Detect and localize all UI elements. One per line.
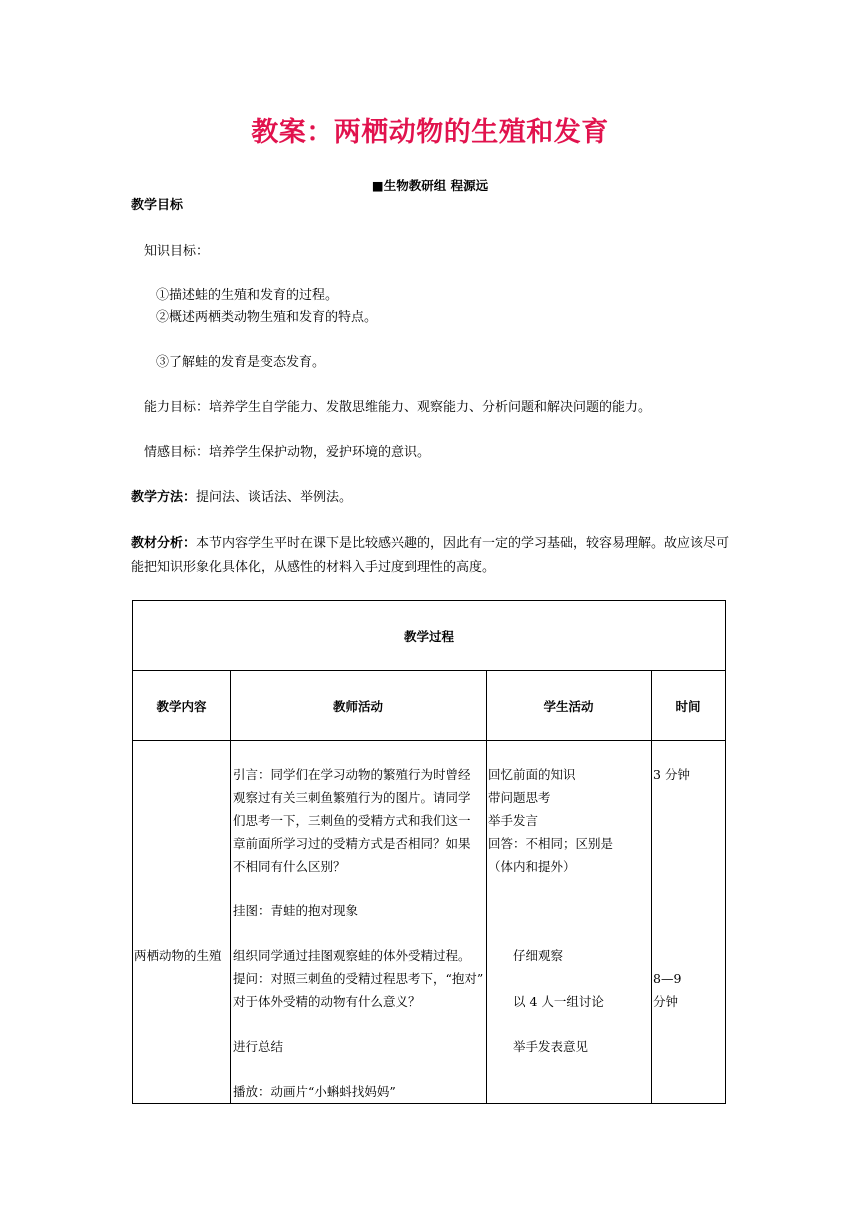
material-analysis-label: 教材分析：	[131, 536, 197, 551]
student-line: 举手发言	[488, 813, 539, 828]
student-line: 仔细观察	[513, 948, 564, 963]
student-line: 以 4 人一组讨论	[513, 994, 604, 1009]
teacher-line: 播放：动画片“小蝌蚪找妈妈”	[233, 1084, 396, 1099]
header-time: 时间	[675, 699, 701, 714]
emotion-objective: 情感目标：培养学生保护动物，爱护环境的意识。	[144, 445, 431, 460]
knowledge-item-1: ①描述蛙的生殖和发育的过程。	[156, 288, 339, 303]
student-line: 回忆前面的知识	[488, 767, 576, 782]
student-line: 举手发表意见	[513, 1039, 589, 1054]
teacher-line: 进行总结	[233, 1039, 284, 1054]
teaching-methods-text: 提问法、谈话法、举例法。	[196, 490, 353, 505]
table-rule	[133, 740, 725, 741]
header-student-activity: 学生活动	[543, 699, 594, 714]
teacher-line: 组织同学通过挂图观察蛙的体外受精过程。	[233, 948, 471, 963]
teaching-methods	[131, 488, 352, 508]
knowledge-item-3: ③了解蛙的发育是变态发育。	[156, 355, 326, 370]
material-analysis-text: 本节内容学生平时在课下是比较感兴趣的，因此有一定的学习基础，较容易理解。故应该尽可能把知识形象化具体化，从感性的材料入手过度到理性的高度。	[131, 536, 730, 575]
material-analysis	[131, 532, 735, 580]
header-teacher-activity: 教师活动	[332, 699, 383, 714]
author-byline: ■生物教研组 程源远	[371, 178, 489, 193]
header-content: 教学内容	[156, 699, 207, 714]
knowledge-objective-label: 知识目标：	[144, 244, 210, 259]
page-title: 教案：两栖动物的生殖和发育	[251, 117, 609, 148]
table-title: 教学过程	[403, 629, 454, 644]
teacher-line: 观察过有关三刺鱼繁殖行为的图片。请同学	[233, 790, 471, 805]
knowledge-item-2: ②概述两栖类动物生殖和发育的特点。	[156, 310, 378, 325]
ability-objective: 能力目标：培养学生自学能力、发散思维能力、观察能力、分析问题和解决问题的能力。	[144, 400, 652, 415]
teacher-line: 提问：对照三刺鱼的受精过程思考下，“抱对”	[233, 971, 484, 986]
content-cell: 两栖动物的生殖	[134, 948, 222, 963]
teacher-line: 挂图：青蛙的抱对现象	[233, 903, 359, 918]
teacher-line: 们思考一下，三刺鱼的受精方式和我们这一	[233, 813, 471, 828]
teaching-process-table	[132, 600, 726, 1104]
teacher-line: 引言：同学们在学习动物的繁殖行为时曾经	[233, 767, 471, 782]
teaching-methods-label: 教学方法：	[131, 490, 197, 505]
student-line: 回答：不相同；区别是	[488, 836, 614, 851]
time-discussion-range: 8—9	[653, 971, 682, 986]
student-line: 带问题思考	[488, 790, 551, 805]
table-rule	[651, 670, 652, 1103]
objectives-heading: 教学目标	[131, 198, 184, 213]
table-rule	[230, 670, 231, 1103]
table-rule	[133, 670, 725, 671]
teacher-line: 不相同有什么区别？	[233, 859, 346, 874]
table-rule	[486, 670, 487, 1103]
time-discussion-unit: 分钟	[653, 994, 679, 1009]
teacher-line: 对于体外受精的动物有什么意义？	[233, 994, 421, 1009]
teacher-line: 章前面所学习过的受精方式是否相同？如果	[233, 836, 471, 851]
student-line: （体内和提外）	[488, 859, 576, 874]
time-intro: 3 分钟	[653, 767, 690, 782]
